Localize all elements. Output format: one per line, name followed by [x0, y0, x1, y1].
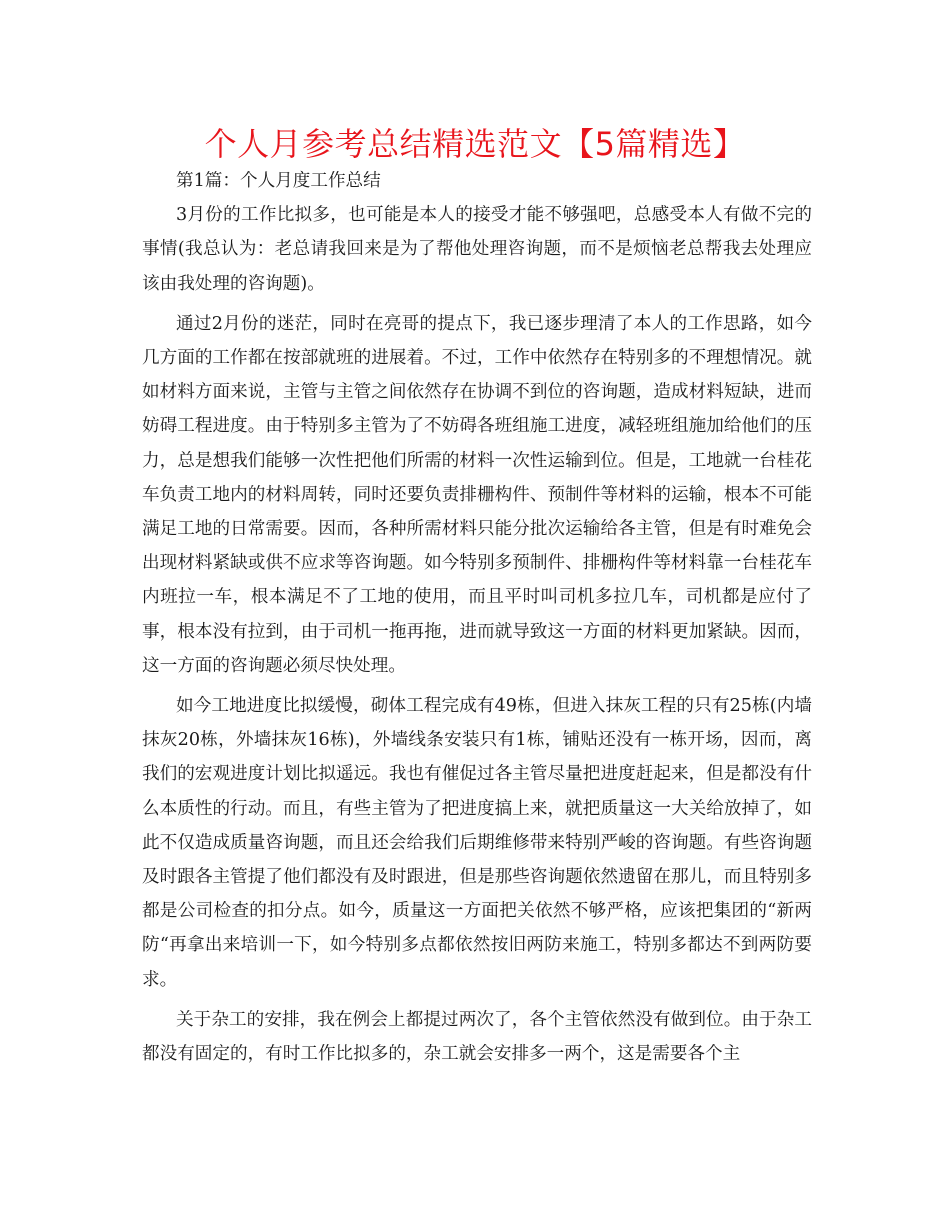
- paragraph-4: 关于杂工的安排，我在例会上都提过两次了，各个主管依然没有做到位。由于杂工都没有固定的，有时工作比拟多的，杂工就会安排多一两个，这是需要各个主: [142, 1009, 812, 1065]
- paragraph-2: 通过2月份的迷茫，同时在亮哥的提点下，我已逐步理清了本人的工作思路，如今几方面的工作都在按部就班的进展着。不过，工作中依然存在特别多的不理想情况。就如材料方面来说，主管与主管之间依然存在协调不到位的咨询题，造成材料短缺，进而妨碍工程进度。由于特别多主管为了不妨碍各班组施工进度，减轻班组施加给他们的压力，总是想我们能够一次性把他们所需的材料一次性运输到位。但是，工地就一台桂花车负责工地内的材料周转，同时还要负责排栅构件、预制件等材料的运输，根本不可能满足工地的日常需要。因而，各种所需材料只能分批次运输给各主管，但是有时难免会出现材料紧缺或供不应求等咨询题。如今特别多预制件、排栅构件等材料靠一台桂花车内班拉一车，根本满足不了工地的使用，而且平时叫司机多拉几车，司机都是应付了事，根本没有拉到，由于司机一拖再拖，进而就导致这一方面的材料更加紧缺。因而，这一方面的咨询题必须尽快处理。: [142, 313, 812, 676]
- paragraph-1: 3月份的工作比拟多，也可能是本人的接受才能不够强吧，总感受本人有做不完的事情(我总认为：老总请我回来是为了帮他处理咨询题，而不是烦恼老总帮我去处理应该由我处理的咨询题)。: [142, 205, 812, 294]
- paragraph-3: 如今工地进度比拟缓慢，砌体工程完成有49栋，但进入抹灰工程的只有25栋(内墙抹灰20栋，外墙抹灰16栋)，外墙线条安装只有1栋，铺贴还没有一栋开场，因而，离我们的宏观进度计划比拟遥远。我也有催促过各主管尽量把进度赶起来，但是都没有什么本质性的行动。而且，有些主管为了把进度搞上来，就把质量这一大关给放掉了，如此不仅造成质量咨询题，而且还会给我们后期维修带来特别严峻的咨询题。有些咨询题及时跟各主管提了他们都没有及时跟进，但是那些咨询题依然遗留在那儿，而且特别多都是公司检查的扣分点。如今，质量这一方面把关依然不够严格，应该把集团的“新两防“再拿出来培训一下，如今特别多点都依然按旧两防来施工，特别多都达不到两防要求。: [142, 696, 812, 990]
- section-heading: 第1篇：个人月度工作总结: [176, 171, 381, 191]
- document-body: [142, 164, 812, 1077]
- document-title: 个人月参考总结精选范文【5篇精选】: [204, 125, 746, 163]
